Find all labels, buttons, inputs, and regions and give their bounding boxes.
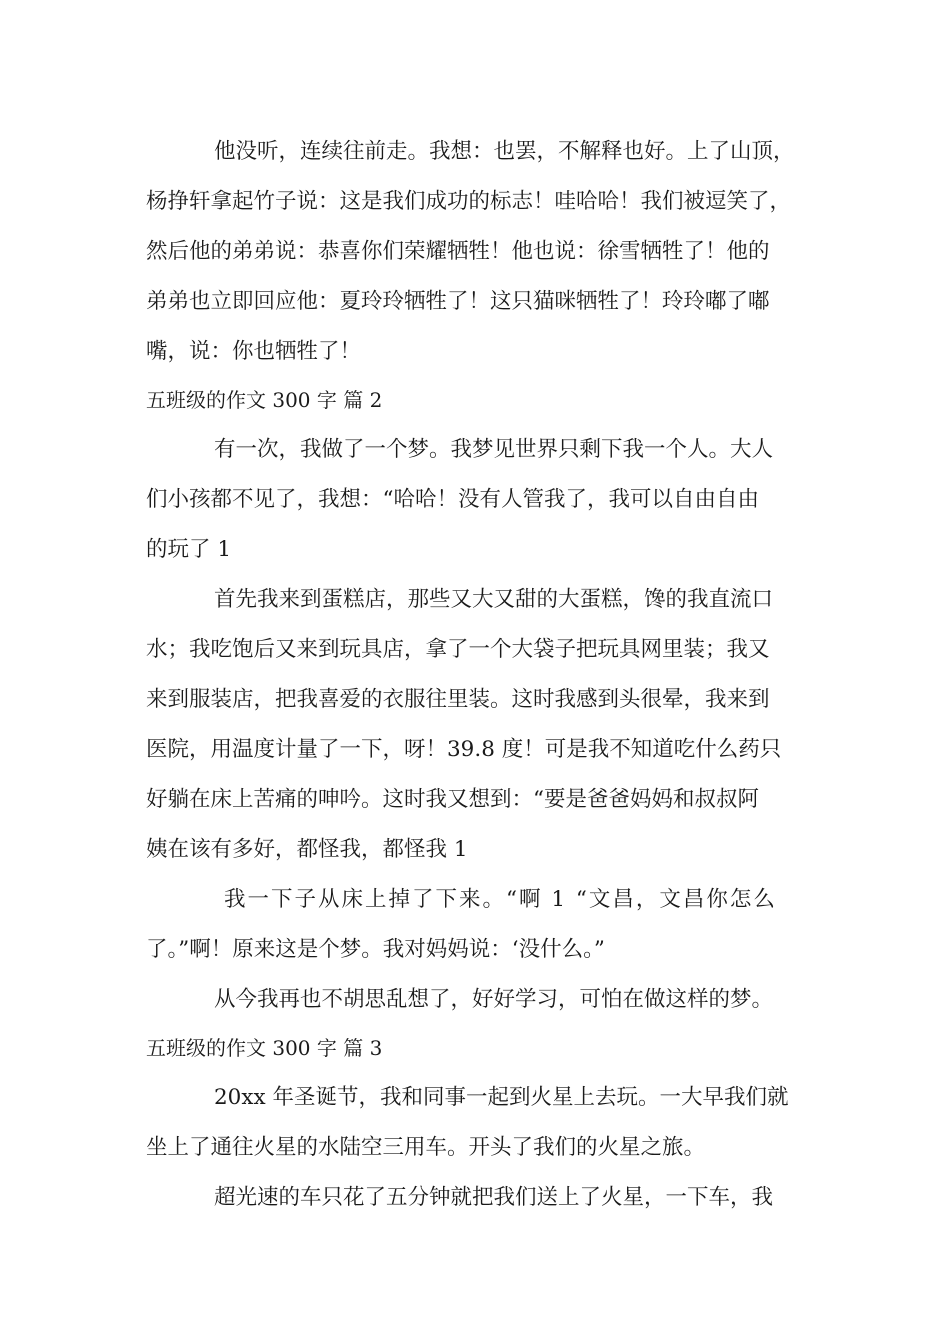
text-line: 20xx 年圣诞节，我和同事一起到火星上去玩。一大早我们就: [214, 1085, 789, 1110]
text-line: 们小孩都不见了，我想：“哈哈！没有人管我了，我可以自由自由: [146, 487, 759, 512]
text-line: 好躺在床上苦痛的呻吟。这时我又想到：“要是爸爸妈妈和叔叔阿: [146, 787, 759, 812]
text-line: 首先我来到蛋糕店，那些又大又甜的大蛋糕，馋的我直流口: [214, 587, 774, 612]
text-line: 我一下子从床上掉了下来。“啊 1 “文昌，文昌你怎么: [224, 887, 777, 912]
text-line: 医院，用温度计量了一下，呀！39.8 度！可是我不知道吃什么药只: [146, 737, 782, 762]
text-line: 从今我再也不胡思乱想了，好好学习，可怕在做这样的梦。: [214, 987, 774, 1012]
section-heading: 五班级的作文 300 字 篇 2: [146, 388, 383, 412]
text-line: 来到服装店，把我喜爱的衣服往里装。这时我感到头很晕，我来到: [146, 687, 770, 712]
text-line: 嘴，说：你也牺牲了！: [146, 339, 362, 364]
text-line: 了。”啊！原来这是个梦。我对妈妈说：‘没什么。”: [146, 937, 605, 962]
text-line: 有一次，我做了一个梦。我梦见世界只剩下我一个人。大人: [214, 437, 774, 462]
text-line: 他没听，连续往前走。我想：也罢，不解释也好。上了山顶，: [214, 139, 795, 164]
section-heading: 五班级的作文 300 字 篇 3: [146, 1036, 383, 1060]
text-line: 弟弟也立即回应他：夏玲玲牺牲了！这只猫咪牺牲了！玲玲嘟了嘟: [146, 289, 770, 314]
text-line: 然后他的弟弟说：恭喜你们荣耀牺牲！他也说：徐雪牺牲了！他的: [146, 239, 770, 264]
text-line: 坐上了通往火星的水陆空三用车。开头了我们的火星之旅。: [146, 1135, 706, 1160]
text-line: 姨在该有多好，都怪我，都怪我 1: [146, 837, 468, 862]
text-line: 水；我吃饱后又来到玩具店，拿了一个大袋子把玩具网里装；我又: [146, 637, 770, 662]
text-line: 的玩了 1: [146, 537, 232, 562]
text-line: 杨挣轩拿起竹子说：这是我们成功的标志！哇哈哈！我们被逗笑了，: [146, 189, 792, 214]
text-line: 超光速的车只花了五分钟就把我们送上了火星，一下车，我: [214, 1185, 774, 1210]
